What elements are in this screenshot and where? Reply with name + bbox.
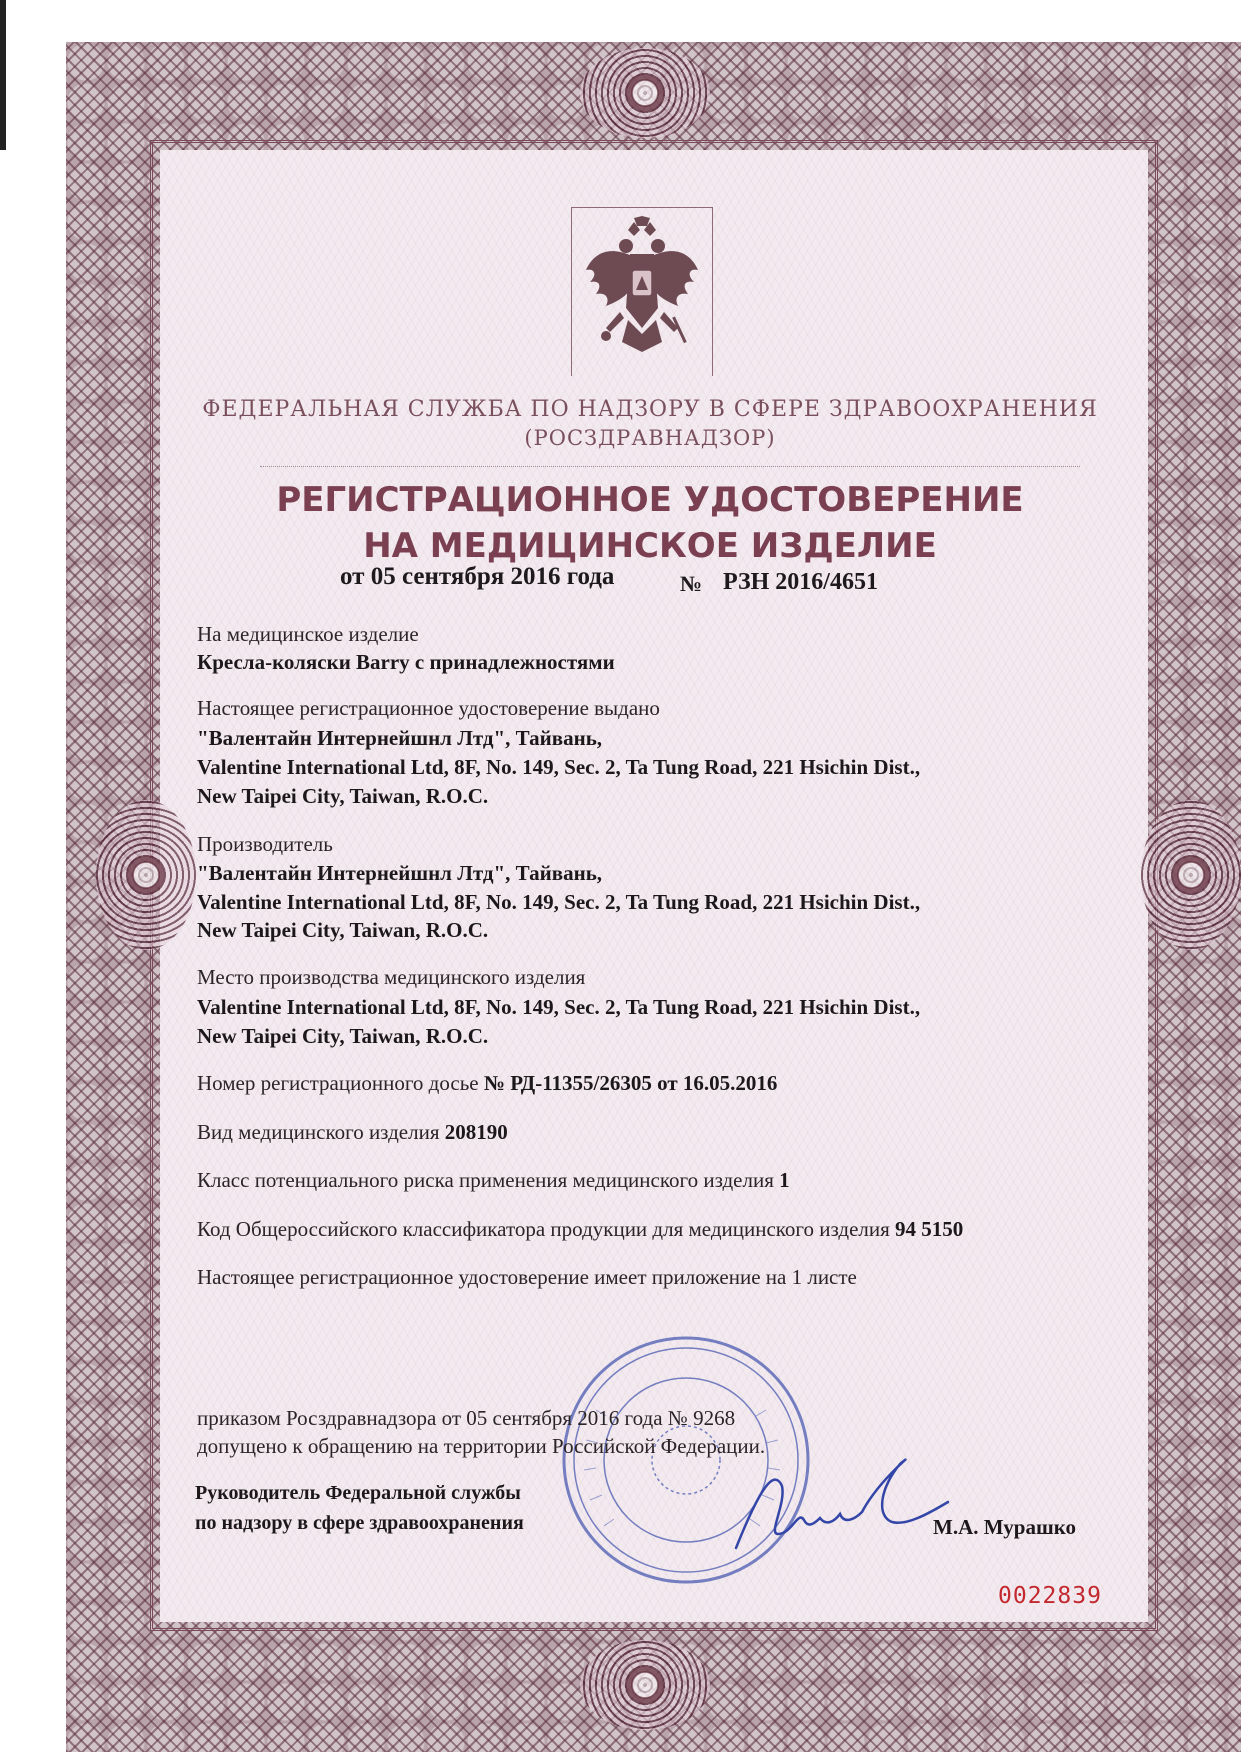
top-rosette-ornament (580, 48, 710, 138)
device-type-value: 208190 (444, 1120, 508, 1144)
production-site-address-line1: Valentine International Ltd, 8F, No. 149, Sec. 2, Ta Tung Road, 221 Hsichin Dist., (197, 995, 921, 1019)
registration-number: РЗН 2016/4651 (723, 569, 878, 595)
production-site-address-line2: New Taipei City, Taiwan, R.O.C. (197, 1024, 489, 1048)
issued-to-label: Настоящее регистрационное удостоверение выдано (197, 696, 660, 720)
agency-name: ФЕДЕРАЛЬНАЯ СЛУЖБА ПО НАДЗОРУ В СФЕРЕ ЗДРАВООХРАНЕНИЯ (202, 397, 1098, 422)
risk-class-row (197, 1168, 790, 1193)
device-type-row (197, 1120, 508, 1145)
risk-class-value: 1 (779, 1168, 790, 1192)
production-site-label: Место производства медицинского изделия (197, 965, 586, 989)
agency-abbreviation: (РОСЗДРАВНАДЗОР) (524, 426, 776, 450)
document-title-line1: РЕГИСТРАЦИОННОЕ УДОСТОВЕРЕНИЕ (276, 480, 1024, 520)
device-type-label: Вид медицинского изделия (197, 1120, 440, 1144)
emblem-frame (571, 207, 713, 376)
signatory-name: М.А. Мурашко (933, 1515, 1077, 1539)
right-rosette-ornament (1141, 800, 1241, 950)
dossier-label: Номер регистрационного досье (197, 1071, 479, 1095)
issued-to-address-line1: Valentine International Ltd, 8F, No. 149, Sec. 2, Ta Tung Road, 221 Hsichin Dist., (197, 755, 921, 779)
signatory-title-line2: по надзору в сфере здравоохранения (195, 1512, 524, 1534)
okp-code-row (197, 1217, 963, 1242)
scan-edge-line (0, 0, 6, 150)
order-line1: приказом Росздравнадзора от 05 сентября 2016 года № 9268 (197, 1406, 736, 1430)
issued-to-address-line2: New Taipei City, Taiwan, R.O.C. (197, 784, 489, 808)
okp-code-value: 94 5150 (895, 1217, 964, 1241)
dossier-row (197, 1071, 777, 1096)
manufacturer-label: Производитель (197, 832, 333, 856)
okp-code-label: Код Общероссийского классификатора продукции для медицинского изделия (197, 1217, 890, 1241)
header-divider (260, 466, 1080, 467)
issued-to-name: "Валентайн Интернейшнл Лтд", Тайвань, (197, 726, 603, 750)
device-name: Кресла-коляски Barry с принадлежностями (197, 650, 615, 674)
device-label: На медицинское изделие (197, 622, 419, 646)
number-sign: № (680, 571, 703, 596)
handwritten-signature (730, 1448, 960, 1558)
manufacturer-name: "Валентайн Интернейшнл Лтд", Тайвань, (197, 861, 603, 885)
bottom-rosette-ornament (580, 1640, 710, 1730)
document-title-line2: НА МЕДИЦИНСКОЕ ИЗДЕЛИЕ (363, 526, 937, 566)
risk-class-label: Класс потенциального риска применения медицинского изделия (197, 1168, 774, 1192)
appendix-note: Настоящее регистрационное удостоверение имеет приложение на 1 листе (197, 1265, 857, 1289)
dossier-value: № РД-11355/26305 от 16.05.2016 (483, 1071, 778, 1095)
manufacturer-address-line1: Valentine International Ltd, 8F, No. 149, Sec. 2, Ta Tung Road, 221 Hsichin Dist., (197, 890, 921, 914)
signatory-title-line1: Руководитель Федеральной службы (195, 1482, 521, 1504)
manufacturer-address-line2: New Taipei City, Taiwan, R.O.C. (197, 918, 489, 942)
russian-eagle-icon (580, 216, 704, 368)
left-rosette-ornament (96, 800, 196, 950)
serial-number: 0022839 (998, 1583, 1102, 1609)
issue-date: от 05 сентября 2016 года (340, 563, 615, 590)
order-line2: допущено к обращению на территории Российской Федерации. (197, 1434, 766, 1458)
